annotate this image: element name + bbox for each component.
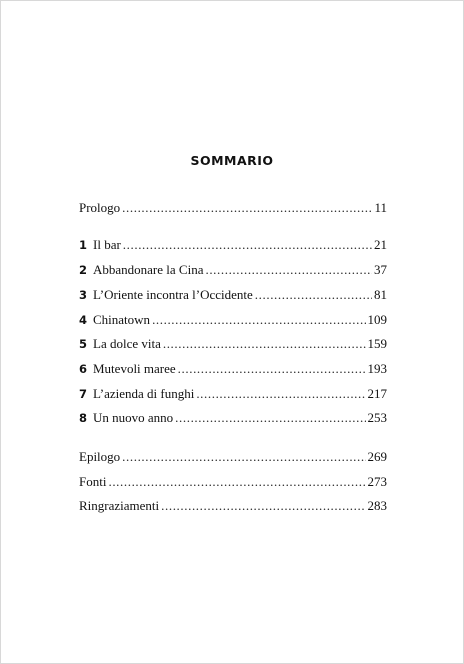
toc-entry-title: Abbandonare la Cina [93, 262, 204, 277]
toc-entry-title: Il bar [93, 237, 121, 252]
toc-entry-epilogue [79, 449, 387, 465]
dot-leader [255, 287, 372, 303]
toc-entry-page: 109 [367, 312, 387, 327]
chapter-number: 5 [79, 337, 88, 351]
toc-entry-chapter-6 [79, 361, 387, 377]
toc-entry-page: 11 [374, 200, 387, 215]
chapter-number: 1 [79, 238, 88, 252]
chapter-number: 6 [79, 362, 88, 376]
dot-leader [122, 449, 365, 465]
dot-leader [122, 200, 372, 216]
toc-entry-page: 21 [374, 237, 387, 252]
dot-leader [163, 336, 366, 352]
toc-entry-chapter-8 [79, 410, 387, 426]
dot-leader [123, 237, 372, 253]
toc-entry-page: 81 [374, 287, 387, 302]
toc-entry-chapter-5 [79, 336, 387, 352]
dot-leader [196, 386, 365, 402]
dot-leader [108, 474, 365, 490]
toc-entry-page: 273 [367, 474, 387, 489]
toc-entry-title: Epilogo [79, 449, 121, 464]
chapter-number: 3 [79, 288, 88, 302]
chapter-number: 2 [79, 263, 88, 277]
toc-entry-title: L’azienda di funghi [93, 386, 195, 401]
toc-entry-acknowledgements [79, 498, 387, 514]
toc-entry-page: 217 [367, 386, 387, 401]
dot-leader [178, 361, 366, 377]
dot-leader [205, 262, 372, 278]
toc-entry-chapter-2 [79, 262, 387, 278]
chapter-number: 4 [79, 313, 88, 327]
toc-entry-chapter-3 [79, 287, 387, 303]
toc-entry-title: L’Oriente incontra l’Occidente [93, 287, 253, 302]
dot-leader [175, 410, 365, 426]
toc-entry-page: 193 [367, 361, 387, 376]
toc-entry-chapter-7 [79, 386, 387, 402]
toc-entry-page: 37 [374, 262, 387, 277]
toc-entry-page: 269 [367, 449, 387, 464]
toc-entry-title: Chinatown [93, 312, 151, 327]
toc-entry-chapter-4 [79, 312, 387, 328]
toc-entry-title: Ringraziamenti [79, 498, 160, 513]
toc-entry-title: Mutevoli maree [93, 361, 176, 376]
toc-entry-sources [79, 474, 387, 490]
dot-leader [161, 498, 365, 514]
toc-heading: SOMMARIO [190, 153, 274, 168]
toc-entry-chapter-1 [79, 237, 387, 253]
chapter-number: 8 [79, 411, 88, 425]
dot-leader [152, 312, 365, 328]
toc-entry-title: Un nuovo anno [93, 410, 174, 425]
toc-entry-page: 283 [367, 498, 387, 513]
toc-entry-page: 159 [367, 336, 387, 351]
toc-entry-page: 253 [367, 410, 387, 425]
toc-entry-title: Prologo [79, 200, 121, 215]
toc-entry-title: La dolce vita [93, 336, 161, 351]
toc-entry-title: Fonti [79, 474, 107, 489]
chapter-number: 7 [79, 387, 88, 401]
toc-entry-prologue [79, 200, 387, 216]
